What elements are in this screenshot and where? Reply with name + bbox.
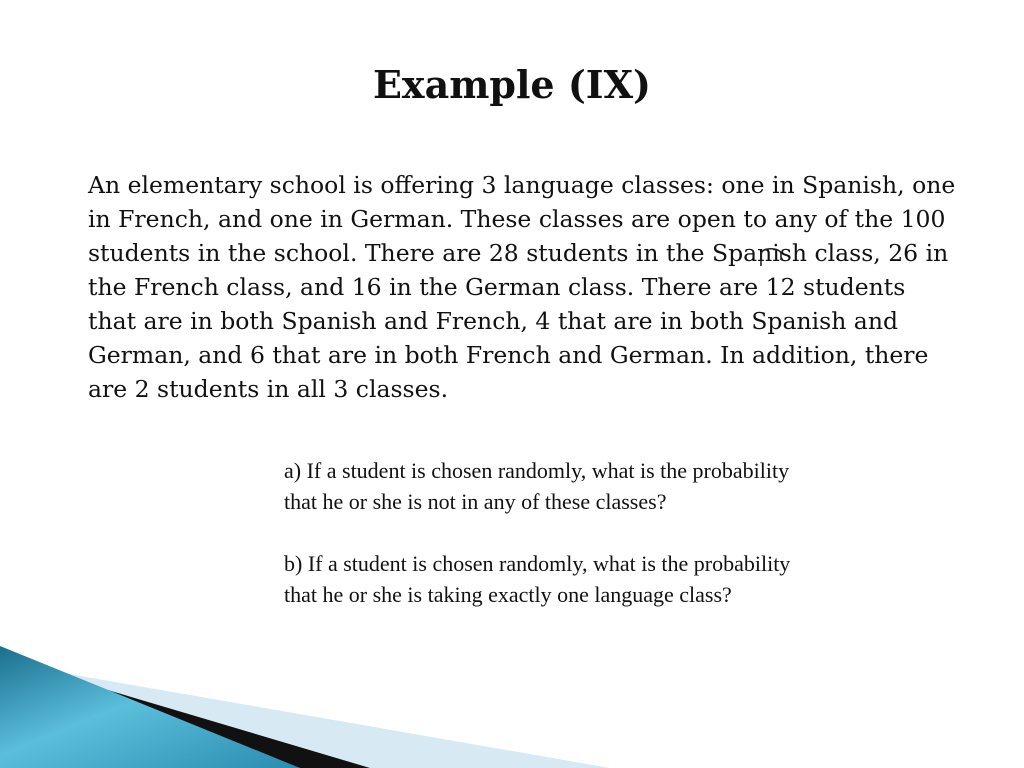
question-b: b) If a student is chosen randomly, what is the probability that he or she is taking exactly one language class? bbox=[284, 551, 791, 607]
corner-wave-decoration bbox=[0, 600, 1024, 768]
problem-statement: An elementary school is offering 3 language classes: one in Spanish, one in French, and one in German. These classes are open to any of the 100 students in the school. There are 28 students in the Spanish class, 26 in the French class, and 16 in the German class. There are 12 students that are in both Spanish and French, 4 that are in both Spanish and German, and 6 that are in both French and German. In addition, there are 2 students in all 3 classes. bbox=[88, 171, 956, 403]
question-a: a) If a student is chosen randomly, what is the probability that he or she is not in any of these classes? bbox=[284, 458, 790, 514]
text-cursor-icon bbox=[758, 240, 784, 268]
slide-title: Example (IX) bbox=[372, 62, 652, 107]
